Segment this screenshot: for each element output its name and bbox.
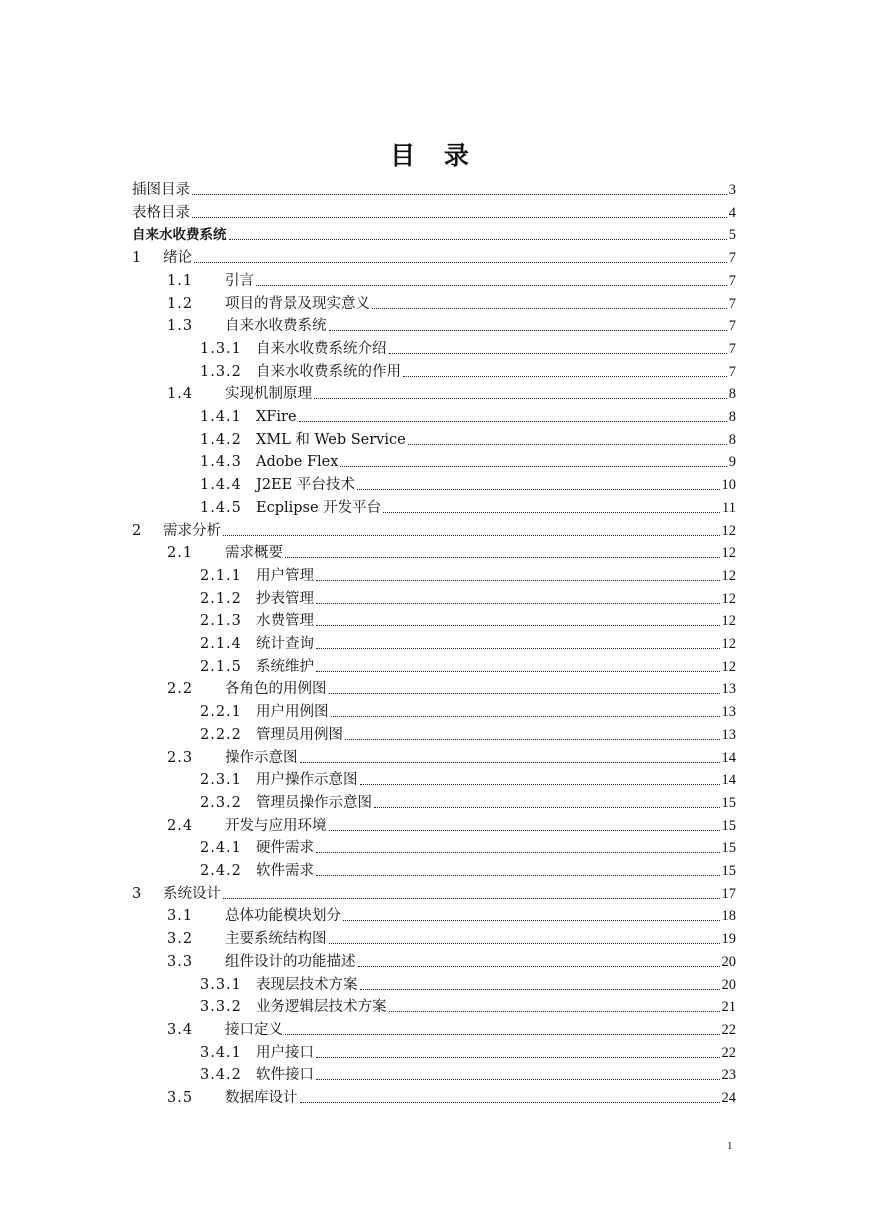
toc-entry-number: 1.4.2 — [200, 431, 242, 448]
toc-entry-page: 8 — [728, 386, 736, 403]
toc-entry[interactable] — [167, 948, 736, 971]
toc-entry[interactable] — [200, 562, 736, 585]
toc-entry-number: 1.4.5 — [200, 499, 242, 516]
toc-leader-dots — [299, 420, 727, 422]
toc-entry[interactable] — [167, 675, 736, 698]
toc-leader-dots — [300, 761, 720, 763]
toc-entry-label: 绪论 — [163, 250, 192, 267]
toc-entry[interactable] — [200, 426, 736, 449]
toc-entry-page: 12 — [721, 522, 736, 539]
toc-leader-dots — [229, 238, 727, 240]
toc-entry-label: 软件接口 — [256, 1067, 314, 1084]
toc-entry-number: 3.3.2 — [200, 999, 242, 1016]
toc-entry-page: 4 — [728, 204, 736, 221]
toc-entry-page: 13 — [721, 704, 736, 721]
toc-leader-dots — [329, 829, 720, 831]
toc-entry-label: 系统设计 — [163, 885, 221, 902]
toc-entry-number: 3.4.2 — [200, 1067, 242, 1084]
toc-entry[interactable] — [200, 607, 736, 630]
toc-leader-dots — [403, 375, 727, 377]
toc-entry-page: 22 — [721, 1021, 736, 1038]
toc-entry-label: 总体功能模块划分 — [225, 908, 341, 925]
toc-entry-label: 抄表管理 — [256, 590, 314, 607]
toc-entry[interactable] — [200, 993, 736, 1016]
toc-entry[interactable] — [200, 494, 736, 517]
toc-entry-label: 自来水收费系统介绍 — [256, 340, 387, 357]
toc-entry-page: 23 — [721, 1067, 736, 1084]
toc-entry[interactable] — [200, 698, 736, 721]
toc-entry[interactable] — [132, 221, 736, 244]
toc-entry-page: 20 — [721, 976, 736, 993]
toc-leader-dots — [343, 919, 720, 921]
toc-entry-page: 15 — [721, 817, 736, 834]
toc-leader-dots — [316, 670, 720, 672]
toc-entry-label: 自来水收费系统 — [225, 318, 327, 335]
toc-entry-number: 1.4.3 — [200, 454, 242, 471]
toc-entry-number: 3.1 — [167, 908, 194, 925]
toc-leader-dots — [374, 806, 720, 808]
toc-leader-dots — [358, 965, 720, 967]
toc-entry-page: 7 — [728, 295, 736, 312]
toc-leader-dots — [345, 738, 720, 740]
toc-leader-dots — [300, 1101, 720, 1103]
toc-leader-dots — [383, 511, 720, 513]
toc-leader-dots — [316, 602, 720, 604]
toc-entry[interactable] — [200, 403, 736, 426]
toc-entry-number: 2.1 — [167, 545, 194, 562]
toc-entry-page: 12 — [721, 658, 736, 675]
toc-entry-number: 2.1.5 — [200, 658, 242, 675]
toc-entry-page: 14 — [721, 749, 736, 766]
toc-entry[interactable] — [200, 335, 736, 358]
toc-entry[interactable] — [132, 880, 736, 903]
toc-entry[interactable] — [200, 834, 736, 857]
toc-entry-label: 插图目录 — [132, 182, 190, 198]
toc-entry-number: 3.3 — [167, 953, 194, 970]
toc-leader-dots — [316, 1056, 720, 1058]
toc-leader-dots — [360, 988, 720, 990]
toc-entry-page: 7 — [728, 250, 736, 267]
toc-entry-number: 2.1.2 — [200, 590, 242, 607]
toc-entry-label: 需求分析 — [163, 522, 221, 539]
toc-entry-page: 15 — [721, 863, 736, 879]
toc-entry-page: 15 — [721, 840, 736, 857]
toc-entry-number: 1 — [132, 250, 143, 267]
toc-entry-label: 水费管理 — [256, 613, 314, 630]
toc-entry-page: 11 — [722, 499, 736, 516]
toc-entry-number: 2.2.1 — [200, 704, 242, 721]
toc-entry-label: 接口定义 — [225, 1021, 283, 1038]
toc-entry-label: 需求概要 — [225, 545, 283, 562]
toc-entry-label: 数据库设计 — [225, 1090, 298, 1106]
toc-entry-page: 7 — [728, 272, 736, 289]
toc-entry[interactable] — [200, 1039, 736, 1062]
toc-entry-number: 3.3.1 — [200, 976, 242, 993]
toc-entry-label: 用户管理 — [256, 567, 314, 584]
toc-entry[interactable] — [132, 199, 736, 222]
toc-entry-label: 表格目录 — [132, 204, 190, 221]
toc-entry-number: 3.4 — [167, 1021, 194, 1038]
toc-leader-dots — [329, 329, 727, 331]
toc-entry-label: Adobe Flex — [256, 454, 339, 471]
toc-entry-page: 7 — [728, 340, 736, 357]
toc-entry-number: 1.3.2 — [200, 363, 242, 380]
toc-entry-page: 7 — [728, 363, 736, 380]
toc-entry-page: 9 — [728, 454, 736, 471]
toc-entry-page: 5 — [728, 227, 736, 244]
toc-entry-number: 2.4 — [167, 817, 194, 834]
toc-entry-page: 12 — [721, 613, 736, 630]
toc-entry[interactable] — [200, 789, 736, 812]
toc-leader-dots — [389, 352, 727, 354]
toc-entry-label: 管理员操作示意图 — [256, 794, 372, 811]
toc-leader-dots — [192, 193, 727, 195]
toc-entry[interactable] — [132, 176, 736, 199]
toc-entry-number: 2.4.1 — [200, 840, 242, 857]
toc-entry[interactable] — [167, 267, 736, 290]
toc-entry-label: 用户用例图 — [256, 704, 329, 721]
toc-entry-label: 管理员用例图 — [256, 726, 343, 743]
toc-entry-number: 2.2 — [167, 681, 194, 698]
toc-entry-label: 统计查询 — [256, 636, 314, 652]
toc-entry-page: 22 — [721, 1044, 736, 1061]
toc-leader-dots — [285, 1033, 720, 1035]
toc-entry[interactable] — [167, 925, 736, 948]
toc-entry[interactable] — [200, 766, 736, 789]
toc-entry-label: 各角色的用例图 — [225, 681, 327, 698]
toc-leader-dots — [357, 488, 720, 490]
toc-entry-number: 2.1.3 — [200, 613, 242, 630]
toc-entry-number: 3 — [132, 885, 143, 902]
toc-entry-label: 系统维护 — [256, 658, 314, 675]
toc-entry-label: 项目的背景及现实意义 — [225, 295, 370, 312]
toc-entry[interactable] — [200, 721, 736, 744]
toc-entry-page: 24 — [721, 1090, 736, 1106]
toc-entry-label: 硬件需求 — [256, 840, 314, 857]
toc-entry[interactable] — [200, 358, 736, 381]
toc-entry-page: 13 — [721, 681, 736, 698]
toc-entry-label: 自来水收费系统 — [132, 227, 227, 244]
toc-leader-dots — [329, 942, 720, 944]
toc-entry-page: 12 — [721, 545, 736, 562]
toc-entry-number: 1.4 — [167, 386, 194, 403]
toc-entry[interactable] — [167, 1084, 736, 1107]
toc-entry-page: 14 — [721, 772, 736, 789]
toc-entry-page: 17 — [721, 885, 736, 902]
toc-entry-label: 表现层技术方案 — [256, 976, 358, 993]
toc-leader-dots — [316, 874, 720, 876]
page-number: 1 — [727, 1140, 733, 1152]
toc-entry[interactable] — [200, 971, 736, 994]
toc-entry-number: 2.3.2 — [200, 794, 242, 811]
toc-leader-dots — [329, 692, 720, 694]
toc-entry[interactable] — [200, 630, 736, 653]
toc-entry-number: 2.4.2 — [200, 863, 242, 879]
toc-leader-dots — [194, 261, 727, 263]
toc-entry-page: 12 — [721, 567, 736, 584]
toc-entry[interactable] — [167, 812, 736, 835]
toc-entry[interactable] — [167, 312, 736, 335]
toc-entry[interactable] — [167, 290, 736, 313]
toc-leader-dots — [285, 556, 720, 558]
toc-entry-label: XML 和 Web Service — [256, 431, 406, 448]
toc-leader-dots — [316, 579, 720, 581]
toc-entry-number: 2.1.4 — [200, 636, 242, 652]
toc-entry-number: 2.3 — [167, 749, 194, 766]
toc-entry-number: 1.1 — [167, 272, 194, 289]
toc-entry[interactable] — [200, 448, 736, 471]
toc-entry-number: 2 — [132, 522, 143, 539]
toc-entry[interactable] — [167, 539, 736, 562]
toc-leader-dots — [331, 715, 720, 717]
toc-entry-number: 1.4.4 — [200, 477, 242, 494]
toc-entry[interactable] — [200, 653, 736, 676]
toc-entry-label: 用户操作示意图 — [256, 772, 358, 789]
toc-entry-page: 8 — [728, 431, 736, 448]
toc-entry-page: 7 — [728, 318, 736, 335]
toc-entry[interactable] — [132, 244, 736, 267]
toc-entry-number: 1.3 — [167, 318, 194, 335]
toc-leader-dots — [340, 465, 726, 467]
page-title: 目 录 — [390, 141, 479, 170]
toc-entry-page: 13 — [721, 726, 736, 743]
toc-entry-label: 实现机制原理 — [225, 386, 312, 403]
toc-leader-dots — [360, 783, 720, 785]
toc-entry[interactable] — [167, 1016, 736, 1039]
toc-entry-number: 2.3.1 — [200, 772, 242, 789]
toc-entry-label: 业务逻辑层技术方案 — [256, 999, 387, 1016]
toc-entry-label: J2EE 平台技术 — [256, 477, 355, 494]
toc-entry[interactable] — [167, 902, 736, 925]
toc-entry-label: 引言 — [225, 272, 254, 289]
toc-entry[interactable] — [200, 585, 736, 608]
toc-leader-dots — [316, 647, 720, 649]
toc-entry-number: 3.2 — [167, 931, 194, 948]
toc-entry-label: 操作示意图 — [225, 749, 298, 766]
toc-entry-page: 19 — [721, 931, 736, 948]
toc-leader-dots — [389, 1010, 720, 1012]
toc-entry-page: 3 — [728, 182, 736, 198]
toc-entry[interactable] — [200, 1061, 736, 1084]
toc-entry-label: 用户接口 — [256, 1044, 314, 1061]
toc-leader-dots — [314, 397, 727, 399]
toc-entry-number: 1.3.1 — [200, 340, 242, 357]
toc-leader-dots — [408, 443, 727, 445]
toc-entry-label: 开发与应用环境 — [225, 817, 327, 834]
toc-entry-page: 15 — [721, 794, 736, 811]
toc-leader-dots — [192, 216, 727, 218]
toc-entry[interactable] — [132, 517, 736, 540]
toc-entry-number: 3.4.1 — [200, 1044, 242, 1061]
toc-leader-dots — [256, 284, 727, 286]
toc-entry-label: 组件设计的功能描述 — [225, 953, 356, 970]
toc-entry-label: Ecplipse 开发平台 — [256, 499, 382, 516]
toc-entry[interactable] — [200, 857, 736, 880]
toc-entry-page: 20 — [721, 953, 736, 970]
toc-entry-number: 1.4.1 — [200, 409, 242, 425]
toc-entry-page: 10 — [721, 477, 736, 494]
toc-entry-number: 3.5 — [167, 1090, 194, 1106]
toc-leader-dots — [223, 534, 720, 536]
toc-entry-label: 软件需求 — [256, 863, 314, 879]
toc-entry-label: XFire — [256, 409, 297, 425]
toc-entry-page: 8 — [728, 409, 736, 425]
toc-entry-page: 12 — [721, 590, 736, 607]
toc-leader-dots — [316, 1078, 720, 1080]
toc-entry-label: 自来水收费系统的作用 — [256, 363, 401, 380]
toc-entry[interactable] — [200, 471, 736, 494]
toc-entry-label: 主要系统结构图 — [225, 931, 327, 948]
toc-entry-number: 2.2.2 — [200, 726, 242, 743]
toc-entry[interactable] — [167, 380, 736, 403]
toc-leader-dots — [223, 897, 720, 899]
toc-leader-dots — [316, 624, 720, 626]
toc-entry-number: 2.1.1 — [200, 567, 242, 584]
toc-entry[interactable] — [167, 744, 736, 767]
toc-leader-dots — [372, 307, 727, 309]
toc-leader-dots — [316, 851, 720, 853]
toc-entry-number: 1.2 — [167, 295, 194, 312]
toc-entry-page: 21 — [721, 999, 736, 1016]
toc-entry-page: 12 — [721, 636, 736, 652]
toc-entry-page: 18 — [721, 908, 736, 925]
